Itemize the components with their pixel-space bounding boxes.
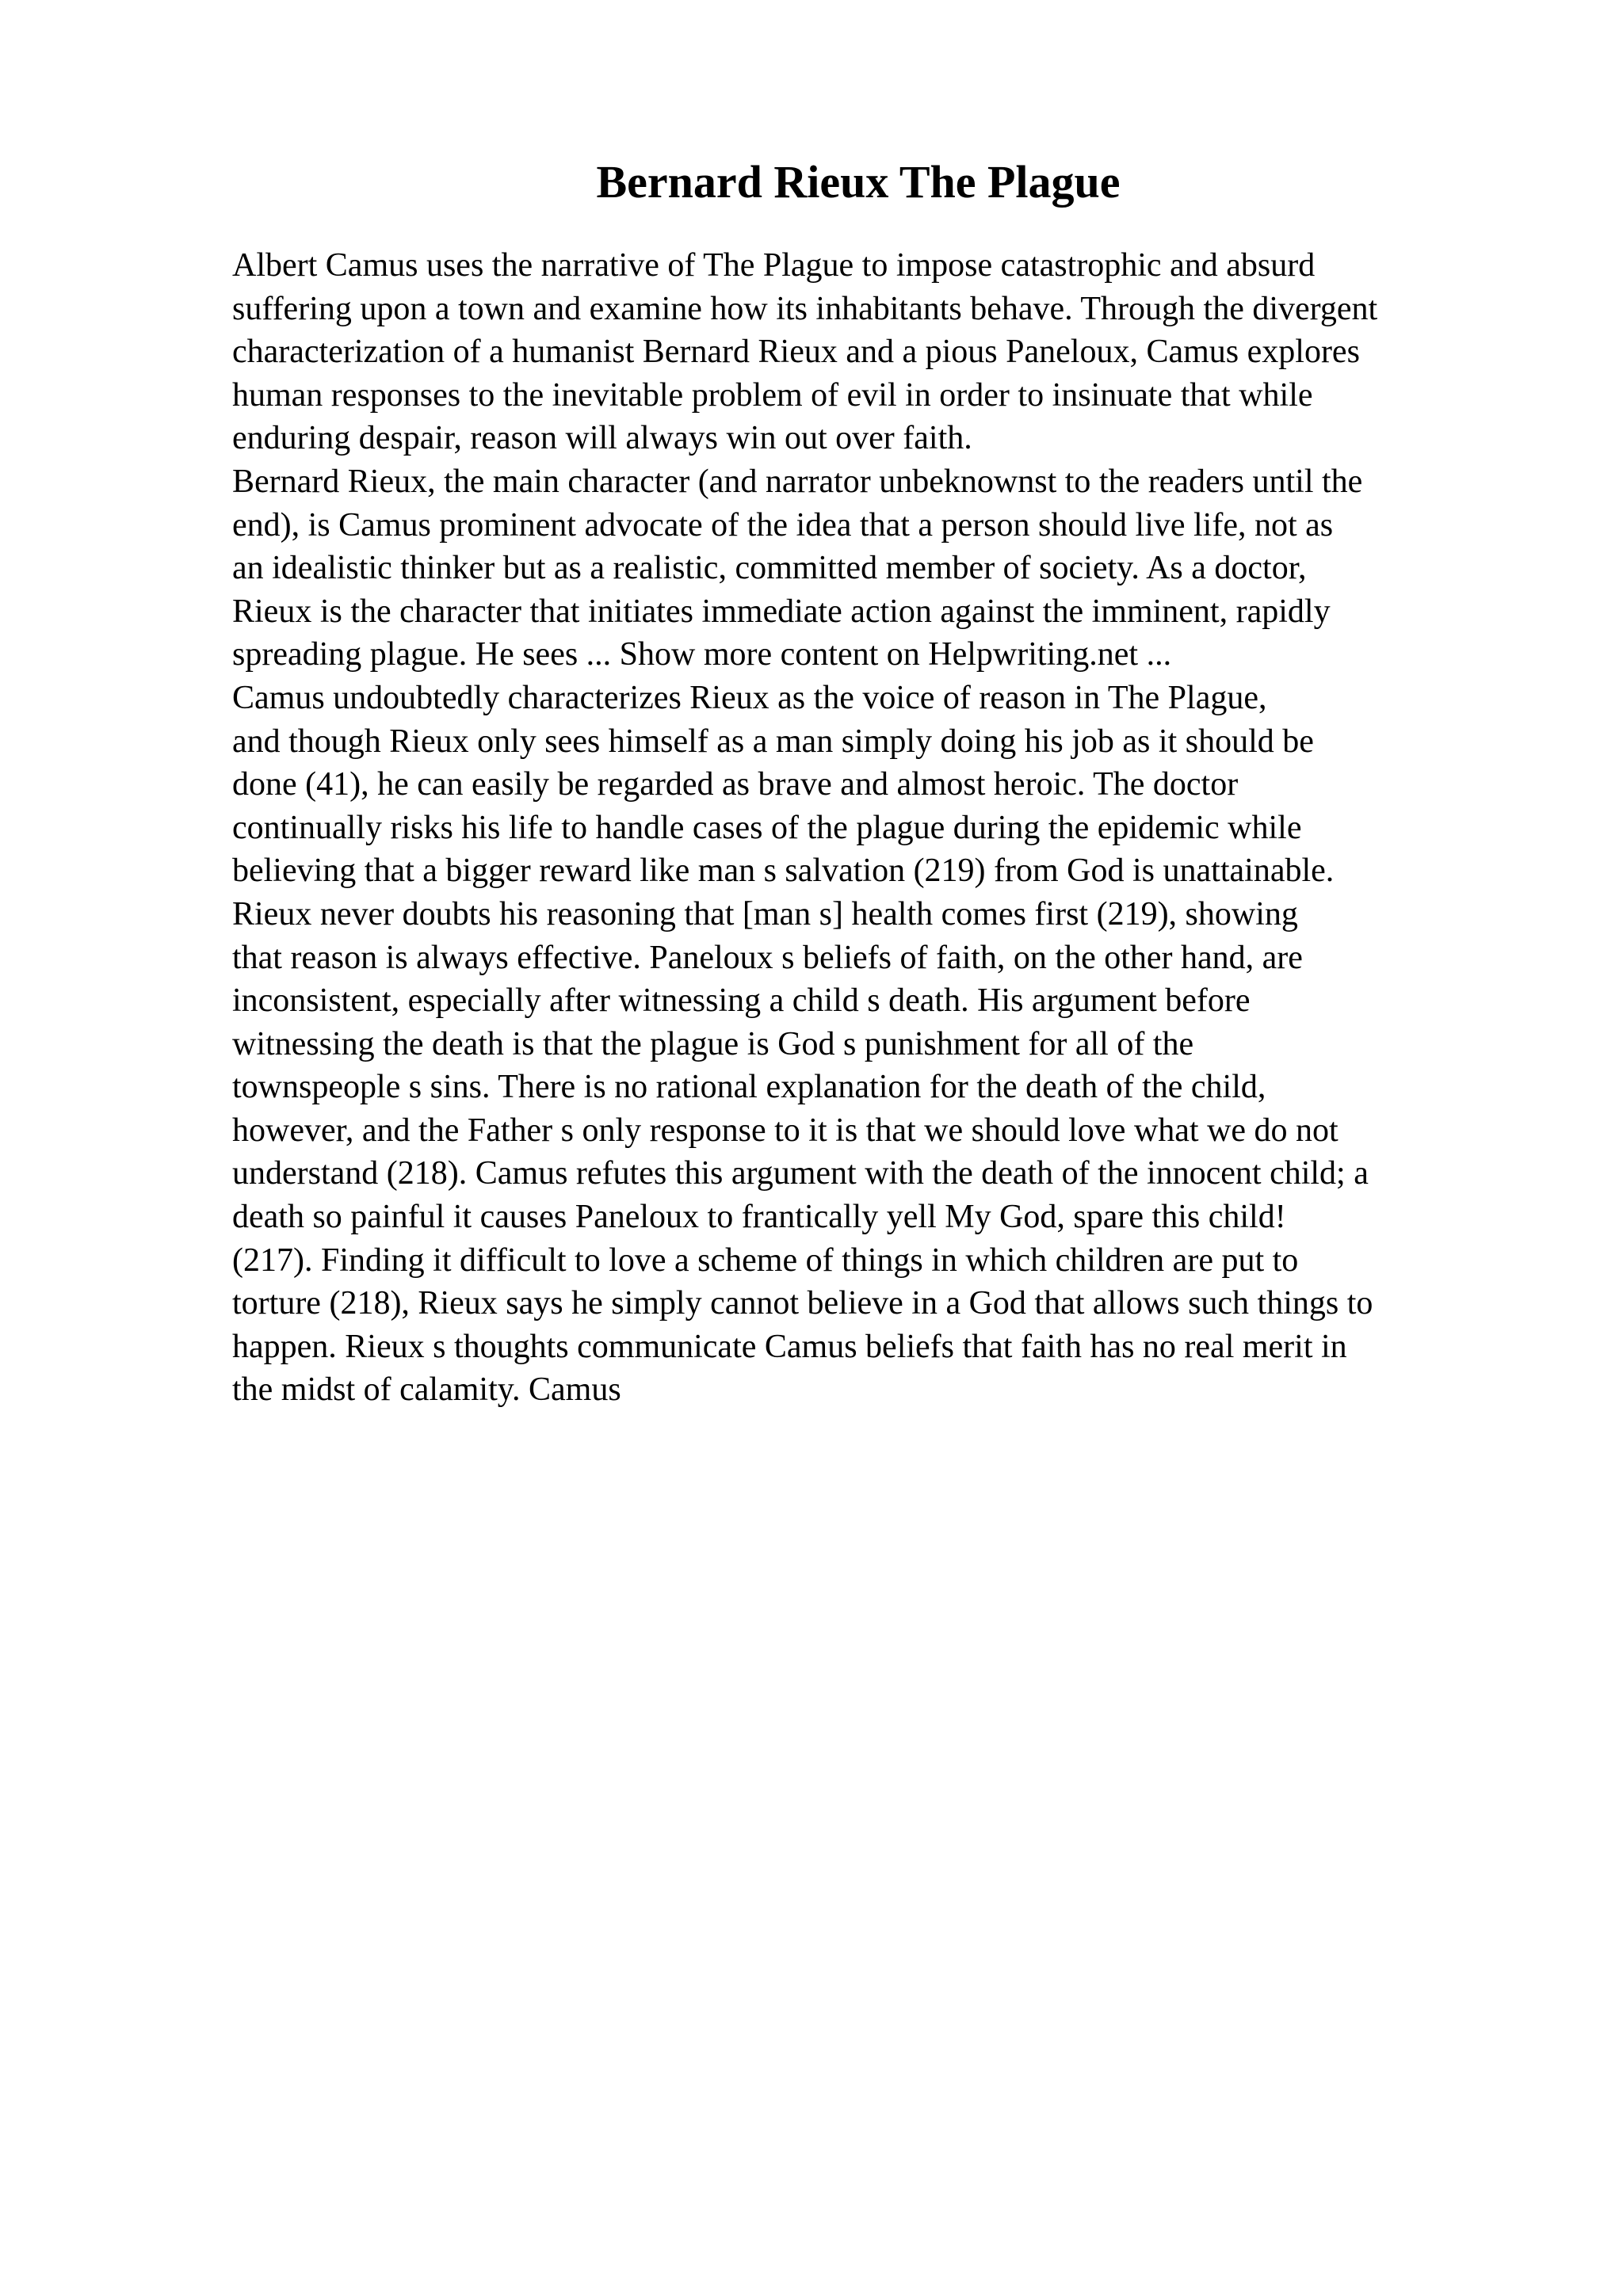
text-line: suffering upon a town and examine how its inhabitants behave. Through the divergent <box>232 290 1378 327</box>
text-line: torture (218), Rieux says he simply cannot believe in a God that allows such things to <box>232 1285 1373 1322</box>
text-line: an idealistic thinker but as a realistic, committed member of society. As a doctor, <box>232 550 1307 587</box>
text-line: spreading plague. He sees ... Show more content on Helpwriting.net ... <box>232 636 1172 673</box>
document-title: Bernard Rieux The Plague <box>596 156 1121 208</box>
text-line: that reason is always effective. Paneloux s beliefs of faith, on the other hand, are <box>232 939 1303 976</box>
document-body <box>232 244 1595 1412</box>
text-line: done (41), he can easily be regarded as brave and almost heroic. The doctor <box>232 766 1239 803</box>
text-line: happen. Rieux s thoughts communicate Camus beliefs that faith has no real merit in <box>232 1328 1347 1365</box>
text-line: Rieux never doubts his reasoning that [man s] health comes first (219), showing <box>232 895 1298 933</box>
text-line: understand (218). Camus refutes this argument with the death of the innocent child; a <box>232 1155 1369 1192</box>
text-line: end), is Camus prominent advocate of the idea that a person should live life, not as <box>232 506 1334 543</box>
text-line: (217). Finding it difficult to love a scheme of things in which children are put to <box>232 1241 1299 1279</box>
text-line: enduring despair, reason will always win out over faith. <box>232 420 972 457</box>
text-line: and though Rieux only sees himself as a man simply doing his job as it should be <box>232 723 1314 760</box>
text-line: human responses to the inevitable problem of evil in order to insinuate that while <box>232 376 1313 414</box>
text-line: death so painful it causes Paneloux to frantically yell My God, spare this child! <box>232 1199 1286 1236</box>
text-line: Rieux is the character that initiates immediate action against the imminent, rapidly <box>232 593 1331 630</box>
text-line: characterization of a humanist Bernard Rieux and a pious Paneloux, Camus explores <box>232 334 1360 371</box>
text-line: witnessing the death is that the plague is God s punishment for all of the <box>232 1025 1194 1062</box>
text-line: continually risks his life to handle cases of the plague during the epidemic while <box>232 809 1302 846</box>
text-line: the midst of calamity. Camus <box>232 1371 621 1409</box>
text-line: believing that a bigger reward like man s salvation (219) from God is unattainable. <box>232 852 1335 890</box>
text-line: Albert Camus uses the narrative of The Plague to impose catastrophic and absurd <box>232 247 1316 284</box>
text-line: townspeople s sins. There is no rational explanation for the death of the child, <box>232 1069 1266 1106</box>
text-line: Bernard Rieux, the main character (and narrator unbeknownst to the readers until the <box>232 463 1363 500</box>
text-line: Camus undoubtedly characterizes Rieux as the voice of reason in The Plague, <box>232 679 1267 716</box>
text-line: inconsistent, especially after witnessing a child s death. His argument before <box>232 982 1251 1020</box>
text-line: however, and the Father s only response to it is that we should love what we do not <box>232 1112 1338 1149</box>
